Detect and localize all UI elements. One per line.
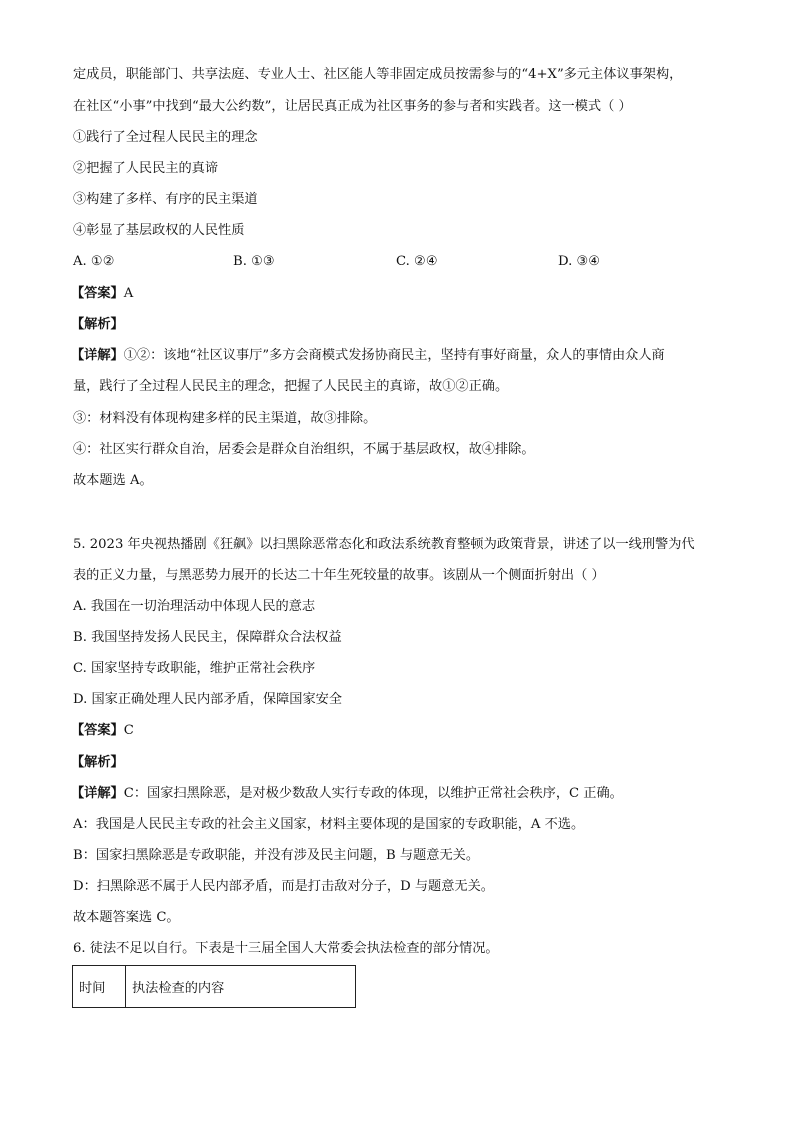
q5-answer-tag: 【答案】 <box>71 723 124 738</box>
q5-option-a: A. 我国在一切治理活动中体现人民的意志 <box>73 599 316 614</box>
q4-answer-tag: 【答案】 <box>71 286 124 301</box>
q4-stem-line2: 在社区“小事”中找到“最大公约数”，让居民真正成为社区事务的参与者和实践者。这一模式（ ） <box>73 99 632 114</box>
q5-analysis-tag: 【解析】 <box>71 755 124 770</box>
q4-option-c: C. ②④ <box>396 254 438 269</box>
q4-detail-line1 <box>71 347 665 365</box>
q4-answer-value: A <box>123 286 134 301</box>
q4-conclusion: 故本题选 A。 <box>73 473 153 488</box>
table-header-row <box>73 966 356 1008</box>
q5-option-b: B. 我国坚持发扬人民民主，保障群众合法权益 <box>73 630 342 645</box>
q6-table <box>72 965 356 1008</box>
q4-answer <box>71 285 133 303</box>
q5-detail-line4: D：扫黑除恶不属于人民内部矛盾，而是打击敌对分子，D 与题意无关。 <box>73 879 494 894</box>
q6-stem: 6. 徒法不足以自行。下表是十三届全国人大常委会执法检查的部分情况。 <box>73 941 499 956</box>
q5-option-c: C. 国家坚持专政职能，维护正常社会秩序 <box>73 661 316 676</box>
q5-conclusion: 故本题答案选 C。 <box>73 910 180 925</box>
q5-detail-line3: B：国家扫黑除恶是专政职能，并没有涉及民主问题，B 与题意无关。 <box>73 848 480 863</box>
q4-item-3: ③构建了多样、有序的民主渠道 <box>73 192 258 207</box>
q4-item-1: ①践行了全过程人民民主的理念 <box>73 130 258 145</box>
table-header-time: 时间 <box>73 966 126 1008</box>
q5-detail-line1 <box>71 785 623 803</box>
q4-option-d: D. ③④ <box>558 254 601 269</box>
q5-detail-text1: C：国家扫黑除恶，是对极少数敌人实行专政的体现，以维护正常社会秩序，C 正确。 <box>123 786 623 801</box>
q4-detail-line3: ③：材料没有体现构建多样的民主渠道，故③排除。 <box>73 411 377 426</box>
q4-analysis-tag: 【解析】 <box>71 317 124 332</box>
q4-stem-line1: 定成员，职能部门、共享法庭、专业人士、社区能人等非固定成员按需参与的“4+X”多元主体议事架构， <box>73 67 683 82</box>
q4-detail-line4: ④：社区实行群众自治，居委会是群众自治组织，不属于基层政权，故④排除。 <box>73 442 535 457</box>
q5-answer <box>71 722 134 740</box>
q4-item-2: ②把握了人民民主的真谛 <box>73 161 219 176</box>
q5-option-d: D. 国家正确处理人民内部矛盾，保障国家安全 <box>73 692 343 707</box>
q5-stem-line1: 5. 2023 年央视热播剧《狂飙》以扫黑除恶常态化和政法系统教育整顿为政策背景，讲述了以一线刑警为代 <box>73 537 695 552</box>
q4-option-a: A. ①② <box>73 254 115 269</box>
q5-detail-tag: 【详解】 <box>71 786 124 801</box>
q4-detail-tag: 【详解】 <box>71 348 124 363</box>
q5-stem-line2: 表的正义力量，与黑恶势力展开的长达二十年生死较量的故事。该剧从一个侧面折射出（ ） <box>73 568 605 583</box>
q4-detail-line2: 量，践行了全过程人民民主的理念，把握了人民民主的真谛，故①②正确。 <box>73 379 509 394</box>
q5-detail-line2: A：我国是人民民主专政的社会主义国家，材料主要体现的是国家的专政职能，A 不选。 <box>73 817 585 832</box>
q4-option-b: B. ①③ <box>233 254 275 269</box>
q4-detail-text1: ①②：该地“社区议事厅”多方会商模式发扬协商民主，坚持有事好商量，众人的事情由众人商 <box>123 348 665 363</box>
q4-item-4: ④彰显了基层政权的人民性质 <box>73 223 245 238</box>
q5-answer-value: C <box>123 723 134 738</box>
table-header-content: 执法检查的内容 <box>126 966 356 1008</box>
